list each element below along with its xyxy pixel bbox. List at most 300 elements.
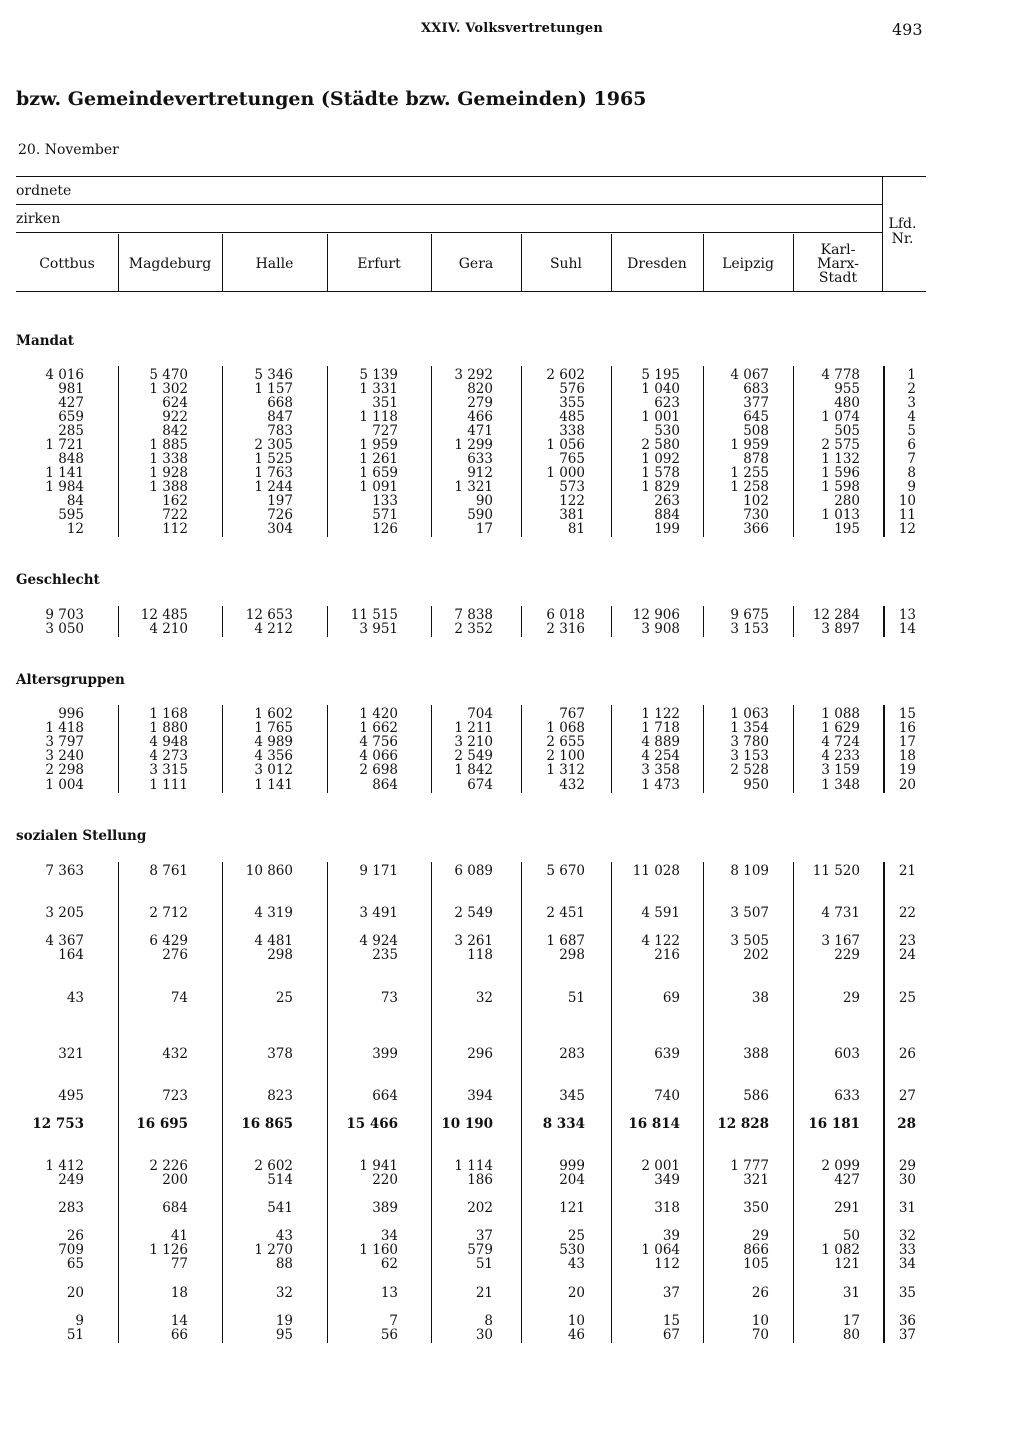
row-number: 21 [898,863,916,879]
table-cell: 3 167 [821,933,860,949]
row-number: 28 [897,1116,916,1132]
table-cell: 4 233 [821,748,860,764]
table-cell: 659 [58,409,84,425]
table-cell: 9 [75,1313,84,1329]
table-cell: 674 [467,777,493,793]
table-cell: 17 [475,521,493,537]
table-cell: 1 302 [149,381,188,397]
table-cell: 321 [58,1046,84,1062]
table-cell: 17 [842,1313,860,1329]
table-cell: 220 [372,1172,398,1188]
table-cell: 34 [380,1228,398,1244]
table-cell: 541 [267,1200,293,1216]
table-cell: 1 132 [821,451,860,467]
table-cell: 1 941 [359,1158,398,1174]
table-row [0,906,1024,920]
table-cell: 29 [842,990,860,1006]
table-cell: 202 [743,947,769,963]
row-number: 10 [898,493,916,509]
row-number: 25 [898,990,916,1006]
table-cell: 727 [372,423,398,439]
table-cell: 4 367 [45,933,84,949]
table-cell: 38 [751,990,769,1006]
table-cell: 298 [267,947,293,963]
table-cell: 2 099 [821,1158,860,1174]
table-cell: 41 [170,1228,188,1244]
row-number: 1 [907,367,916,383]
table-row [0,396,1024,410]
row-number: 17 [898,734,916,750]
table-cell: 624 [162,395,188,411]
table-cell: 7 [389,1313,398,1329]
table-cell: 4 481 [254,933,293,949]
table-cell: 9 703 [45,607,84,623]
table-cell: 90 [475,493,493,509]
page-subtitle: 20. November [18,142,119,158]
table-cell: 4 210 [149,621,188,637]
table-cell: 1 092 [641,451,680,467]
table-cell: 1 687 [546,933,585,949]
table-cell: 12 906 [632,607,680,623]
table-row [0,608,1024,622]
row-number: 18 [898,748,916,764]
rule-head-bottom [16,291,926,292]
table-cell: 3 797 [45,734,84,750]
table-cell: 80 [842,1327,860,1343]
table-cell: 338 [559,423,585,439]
table-cell: 1 074 [821,409,860,425]
column-header: Erfurt [357,256,401,272]
column-divider [431,234,432,291]
row-number: 32 [898,1228,916,1244]
table-cell: 981 [58,381,84,397]
table-cell: 73 [380,990,398,1006]
table-cell: 4 016 [45,367,84,383]
table-cell: 922 [162,409,188,425]
table-cell: 12 653 [245,607,293,623]
table-row [0,452,1024,466]
table-cell: 355 [559,395,585,411]
table-cell: 1 354 [730,720,769,736]
table-cell: 5 195 [641,367,680,383]
table-cell: 4 356 [254,748,293,764]
table-cell: 999 [559,1158,585,1174]
table-cell: 3 240 [45,748,84,764]
table-cell: 866 [743,1242,769,1258]
table-cell: 1 312 [546,762,585,778]
table-cell: 88 [275,1256,293,1272]
table-cell: 4 724 [821,734,860,750]
table-cell: 381 [559,507,585,523]
table-row [0,508,1024,522]
table-cell: 26 [66,1228,84,1244]
rule-mid-1 [16,204,882,205]
table-cell: 2 352 [454,621,493,637]
table-cell: 122 [559,493,585,509]
table-cell: 394 [467,1088,493,1104]
table-row [0,1286,1024,1300]
table-cell: 495 [58,1088,84,1104]
table-cell: 14 [170,1313,188,1329]
table-cell: 12 485 [140,607,188,623]
table-cell: 37 [475,1228,493,1244]
table-cell: 4 756 [359,734,398,750]
table-cell: 726 [267,507,293,523]
row-number: 16 [898,720,916,736]
table-cell: 31 [842,1285,860,1301]
table-cell: 1 662 [359,720,398,736]
table-cell: 216 [654,947,680,963]
row-number: 20 [898,777,916,793]
table-cell: 1 602 [254,706,293,722]
table-row [0,763,1024,777]
table-cell: 530 [654,423,680,439]
table-cell: 1 473 [641,777,680,793]
table-cell: 1 118 [359,409,398,425]
table-row [0,382,1024,396]
row-number: 13 [898,607,916,623]
table-cell: 1 255 [730,465,769,481]
table-cell: 623 [654,395,680,411]
table-cell: 350 [743,1200,769,1216]
table-cell: 664 [372,1088,398,1104]
table-cell: 1 348 [821,777,860,793]
table-cell: 50 [842,1228,860,1244]
row-number: 27 [898,1088,916,1104]
table-cell: 10 [751,1313,769,1329]
table-cell: 197 [267,493,293,509]
row-number: 12 [898,521,916,537]
table-cell: 1 040 [641,381,680,397]
table-cell: 43 [567,1256,585,1272]
table-cell: 432 [162,1046,188,1062]
table-row [0,934,1024,948]
page-number: 493 [892,20,923,39]
table-cell: 9 171 [359,863,398,879]
row-number: 14 [898,621,916,637]
table-cell: 7 363 [45,863,84,879]
rule-top [16,176,926,177]
row-number: 5 [907,423,916,439]
table-cell: 3 897 [821,621,860,637]
table-cell: 2 226 [149,1158,188,1174]
table-cell: 162 [162,493,188,509]
table-cell: 590 [467,507,493,523]
table-cell: 730 [743,507,769,523]
table-cell: 10 860 [245,863,293,879]
row-number: 30 [898,1172,916,1188]
table-cell: 235 [372,947,398,963]
table-cell: 1 068 [546,720,585,736]
table-cell: 684 [162,1200,188,1216]
table-cell: 2 602 [546,367,585,383]
table-cell: 2 316 [546,621,585,637]
table-cell: 912 [467,465,493,481]
table-cell: 65 [66,1256,84,1272]
table-cell: 884 [654,507,680,523]
table-cell: 2 655 [546,734,585,750]
table-cell: 4 731 [821,905,860,921]
table-row [0,948,1024,962]
table-cell: 576 [559,381,585,397]
table-cell: 2 305 [254,437,293,453]
table-cell: 573 [559,479,585,495]
row-number: 3 [907,395,916,411]
section-heading: Geschlecht [16,572,100,588]
table-cell: 2 580 [641,437,680,453]
column-header: Suhl [549,256,583,272]
table-cell: 16 814 [628,1116,680,1132]
table-cell: 29 [751,1228,769,1244]
table-cell: 704 [467,706,493,722]
table-cell: 164 [58,947,84,963]
table-cell: 249 [58,1172,84,1188]
table-cell: 366 [743,521,769,537]
table-row [0,1047,1024,1061]
table-cell: 16 181 [808,1116,860,1132]
table-row [0,410,1024,424]
table-cell: 955 [834,381,860,397]
table-cell: 530 [559,1242,585,1258]
table-cell: 3 153 [730,621,769,637]
row-number: 15 [898,706,916,722]
table-cell: 683 [743,381,769,397]
table-cell: 105 [743,1256,769,1272]
table-row [0,864,1024,878]
table-cell: 595 [58,507,84,523]
table-cell: 70 [751,1327,769,1343]
table-cell: 1 056 [546,437,585,453]
row-number: 11 [898,507,916,523]
table-cell: 1 763 [254,465,293,481]
column-header: Magdeburg [128,256,212,272]
table-cell: 388 [743,1046,769,1062]
table-cell: 12 753 [32,1116,84,1132]
table-cell: 4 212 [254,621,293,637]
table-cell: 765 [559,451,585,467]
table-row [0,749,1024,763]
table-cell: 1 598 [821,479,860,495]
table-cell: 377 [743,395,769,411]
table-cell: 1 111 [149,777,188,793]
table-cell: 2 602 [254,1158,293,1174]
table-cell: 1 299 [454,437,493,453]
table-cell: 51 [475,1256,493,1272]
table-cell: 11 028 [632,863,680,879]
table-cell: 820 [467,381,493,397]
rule-mid-2 [16,232,882,233]
row-number: 9 [907,479,916,495]
table-cell: 603 [834,1046,860,1062]
table-cell: 1 157 [254,381,293,397]
table-cell: 1 331 [359,381,398,397]
table-cell: 722 [162,507,188,523]
row-number: 29 [898,1158,916,1174]
table-cell: 37 [662,1285,680,1301]
table-cell: 1 777 [730,1158,769,1174]
table-cell: 4 948 [149,734,188,750]
row-number: 6 [907,437,916,453]
row-number: 33 [898,1242,916,1258]
column-divider [327,234,328,291]
table-cell: 1 270 [254,1242,293,1258]
table-cell: 12 284 [812,607,860,623]
table-cell: 12 828 [717,1116,769,1132]
table-cell: 864 [372,777,398,793]
table-cell: 296 [467,1046,493,1062]
table-cell: 427 [834,1172,860,1188]
column-divider [793,234,794,291]
table-cell: 6 429 [149,933,188,949]
head-label-ordnete: ordnete [16,183,72,199]
table-cell: 740 [654,1088,680,1104]
table-cell: 43 [66,990,84,1006]
table-cell: 1 959 [359,437,398,453]
table-cell: 3 505 [730,933,769,949]
table-cell: 276 [162,947,188,963]
table-cell: 1 141 [254,777,293,793]
table-cell: 69 [662,990,680,1006]
table-cell: 4 591 [641,905,680,921]
table-cell: 1 258 [730,479,769,495]
table-cell: 5 346 [254,367,293,383]
lfd-nr-header: Lfd. Nr. [888,216,917,247]
table-cell: 480 [834,395,860,411]
table-row [0,622,1024,636]
table-row [0,1243,1024,1257]
table-cell: 2 549 [454,748,493,764]
table-cell: 1 928 [149,465,188,481]
table-cell: 16 695 [136,1116,188,1132]
table-cell: 4 989 [254,734,293,750]
table-cell: 5 470 [149,367,188,383]
table-cell: 298 [559,947,585,963]
table-cell: 2 575 [821,437,860,453]
table-cell: 121 [559,1200,585,1216]
table-cell: 645 [743,409,769,425]
table-cell: 195 [834,521,860,537]
table-cell: 67 [662,1327,680,1343]
table-cell: 2 100 [546,748,585,764]
table-row [0,1173,1024,1187]
table-cell: 1 004 [45,777,84,793]
table-cell: 112 [654,1256,680,1272]
table-cell: 4 067 [730,367,769,383]
table-row [0,1201,1024,1215]
table-cell: 21 [475,1285,493,1301]
column-divider [703,234,704,291]
column-header: Gera [458,256,494,272]
table-cell: 1 629 [821,720,860,736]
table-row [0,778,1024,792]
table-cell: 1 114 [454,1158,493,1174]
table-cell: 950 [743,777,769,793]
table-cell: 20 [567,1285,585,1301]
table-cell: 5 670 [546,863,585,879]
table-row [0,494,1024,508]
table-cell: 15 466 [346,1116,398,1132]
table-cell: 3 159 [821,762,860,778]
table-cell: 13 [380,1285,398,1301]
table-cell: 7 838 [454,607,493,623]
table-cell: 3 908 [641,621,680,637]
table-cell: 2 698 [359,762,398,778]
table-cell: 66 [170,1327,188,1343]
table-cell: 1 000 [546,465,585,481]
table-cell: 1 338 [149,451,188,467]
table-row [0,466,1024,480]
table-cell: 4 924 [359,933,398,949]
table-cell: 321 [743,1172,769,1188]
table-cell: 8 334 [542,1116,585,1132]
table-cell: 3 012 [254,762,293,778]
table-cell: 280 [834,493,860,509]
table-cell: 133 [372,493,398,509]
column-divider [222,234,223,291]
table-cell: 11 515 [350,607,398,623]
table-cell: 46 [567,1327,585,1343]
table-cell: 8 [484,1313,493,1329]
table-cell: 2 528 [730,762,769,778]
table-cell: 118 [467,947,493,963]
table-cell: 1 261 [359,451,398,467]
table-cell: 1 418 [45,720,84,736]
table-cell: 25 [275,990,293,1006]
table-cell: 199 [654,521,680,537]
table-cell: 1 063 [730,706,769,722]
table-cell: 26 [751,1285,769,1301]
table-row [0,1117,1024,1131]
table-cell: 399 [372,1046,398,1062]
row-number: 31 [898,1200,916,1216]
table-cell: 16 865 [241,1116,293,1132]
column-header: Leipzig [722,256,774,272]
table-cell: 1 880 [149,720,188,736]
table-cell: 10 [567,1313,585,1329]
section-heading: Altersgruppen [16,672,125,688]
table-cell: 389 [372,1200,398,1216]
table-cell: 121 [834,1256,860,1272]
table-row [0,721,1024,735]
column-divider [521,234,522,291]
table-cell: 20 [66,1285,84,1301]
table-cell: 202 [467,1200,493,1216]
column-header: Dresden [627,256,687,272]
row-number: 24 [898,947,916,963]
column-divider [118,234,119,291]
table-cell: 283 [58,1200,84,1216]
table-cell: 842 [162,423,188,439]
table-cell: 10 190 [441,1116,493,1132]
table-cell: 51 [567,990,585,1006]
table-cell: 1 091 [359,479,398,495]
table-cell: 1 082 [821,1242,860,1258]
table-cell: 5 139 [359,367,398,383]
table-cell: 996 [58,706,84,722]
row-number: 35 [898,1285,916,1301]
table-cell: 1 412 [45,1158,84,1174]
running-title: XXIV. Volksvertretungen [420,21,604,36]
table-cell: 39 [662,1228,680,1244]
table-cell: 18 [170,1285,188,1301]
table-cell: 3 261 [454,933,493,949]
table-cell: 126 [372,521,398,537]
table-row [0,1089,1024,1103]
table-cell: 847 [267,409,293,425]
table-cell: 186 [467,1172,493,1188]
table-cell: 74 [170,990,188,1006]
table-cell: 4 066 [359,748,398,764]
